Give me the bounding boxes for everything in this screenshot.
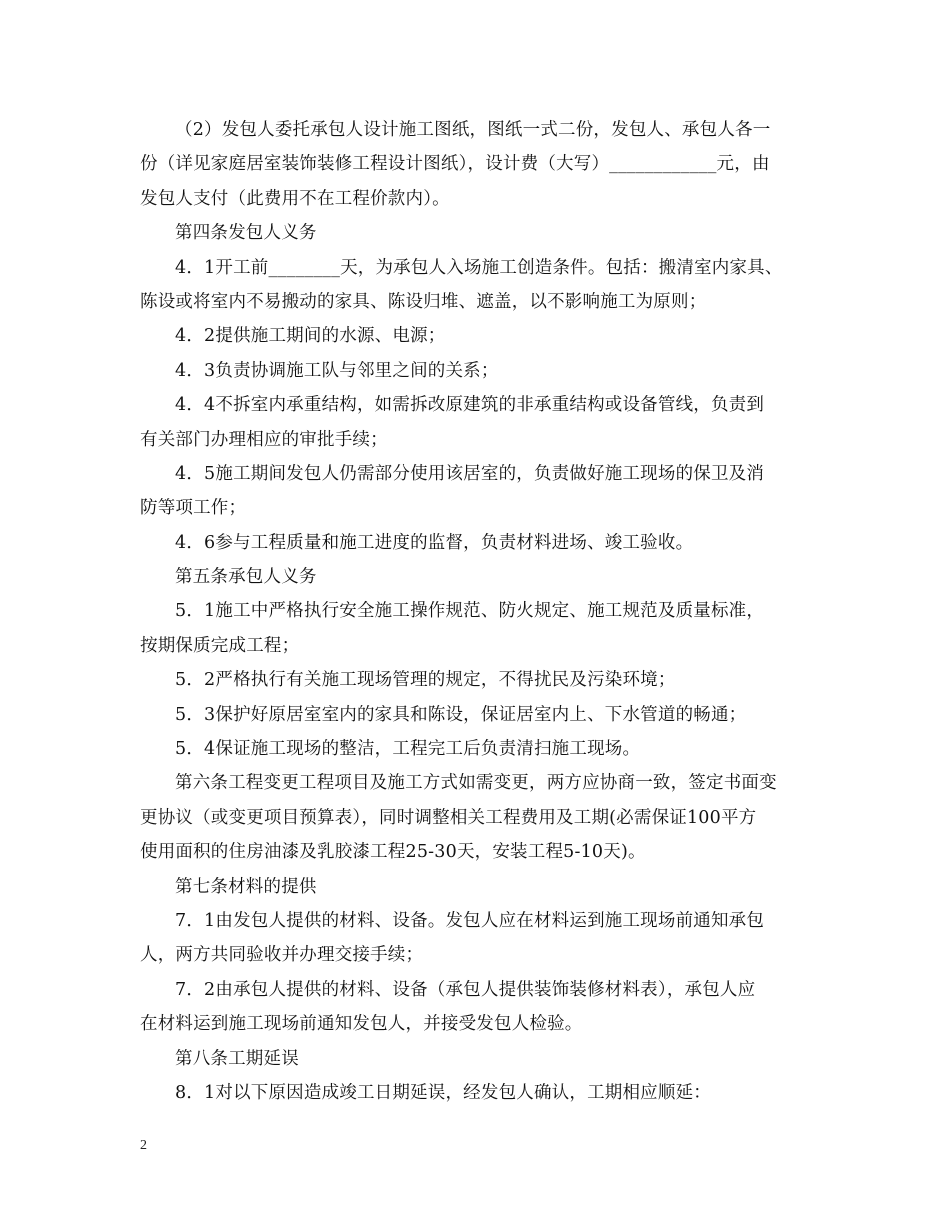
text-line: 5．4保证施工现场的整洁，工程完工后负责清扫施工现场。	[175, 739, 641, 760]
document-body	[140, 113, 820, 1110]
text-line: 按期保质完成工程；	[140, 635, 300, 656]
text-line: 在材料运到施工现场前通知发包人，并接受发包人检验。	[140, 1014, 583, 1035]
text-line: 发包人支付（此费用不在工程价款内）。	[140, 188, 450, 209]
text-line: 份（详见家庭居室装饰装修工程设计图纸），设计费（大写）____________元，由	[140, 154, 770, 175]
text-line: 有关部门办理相应的审批手续；	[140, 429, 388, 450]
text-line: 8．1对以下原因造成竣工日期延误，经发包人确认，工期相应顺延：	[175, 1082, 711, 1103]
text-line: 陈设或将室内不易搬动的家具、陈设归堆、遮盖，以不影响施工为原则；	[140, 291, 707, 312]
text-line: 4．2提供施工期间的水源、电源；	[175, 326, 446, 347]
text-line: 4．6参与工程质量和施工进度的监督，负责材料进场、竣工验收。	[175, 532, 694, 553]
text-line: 第八条工期延误	[175, 1048, 299, 1069]
text-line: 5．3保护好原居室室内的家具和陈设，保证居室内上、下水管道的畅通；	[175, 704, 747, 725]
text-line: 5．2严格执行有关施工现场管理的规定，不得扰民及污染环境；	[175, 670, 676, 691]
text-line: （2）发包人委托承包人设计施工图纸，图纸一式二份，发包人、承包人各一	[175, 120, 771, 140]
text-line: 人，两方共同验收并办理交接手续；	[140, 945, 424, 966]
text-line: 第四条发包人义务	[175, 223, 317, 244]
text-line: 4．5施工期间发包人仍需部分使用该居室的，负责做好施工现场的保卫及消	[175, 463, 765, 484]
page-number: 2	[140, 1138, 147, 1153]
text-line: 4．1开工前________天，为承包人入场施工创造条件。包括：搬清室内家具、	[175, 257, 783, 278]
text-line: 使用面积的住房油漆及乳胶漆工程25-30天，安装工程5-10天)。	[140, 842, 646, 863]
text-line: 7．1由发包人提供的材料、设备。发包人应在材料运到施工现场前通知承包	[175, 910, 765, 931]
text-line: 更协议（或变更项目预算表），同时调整相关工程费用及工期(必需保证100平方	[140, 807, 757, 828]
text-line: 第七条材料的提供	[175, 876, 317, 897]
text-line: 7．2由承包人提供的材料、设备（承包人提供装饰装修材料表），承包人应	[175, 979, 756, 1000]
text-line: 4．4不拆室内承重结构，如需拆改原建筑的非承重结构或设备管线，负责到	[175, 395, 765, 416]
text-line: 5．1施工中严格执行安全施工操作规范、防火规定、施工规范及质量标准，	[175, 601, 765, 622]
text-line: 第五条承包人义务	[175, 567, 317, 588]
text-line: 第六条工程变更工程项目及施工方式如需变更，两方应协商一致，签定书面变	[175, 773, 777, 794]
text-line: 4．3负责协调施工队与邻里之间的关系；	[175, 360, 499, 381]
text-line: 防等项工作；	[140, 498, 247, 519]
